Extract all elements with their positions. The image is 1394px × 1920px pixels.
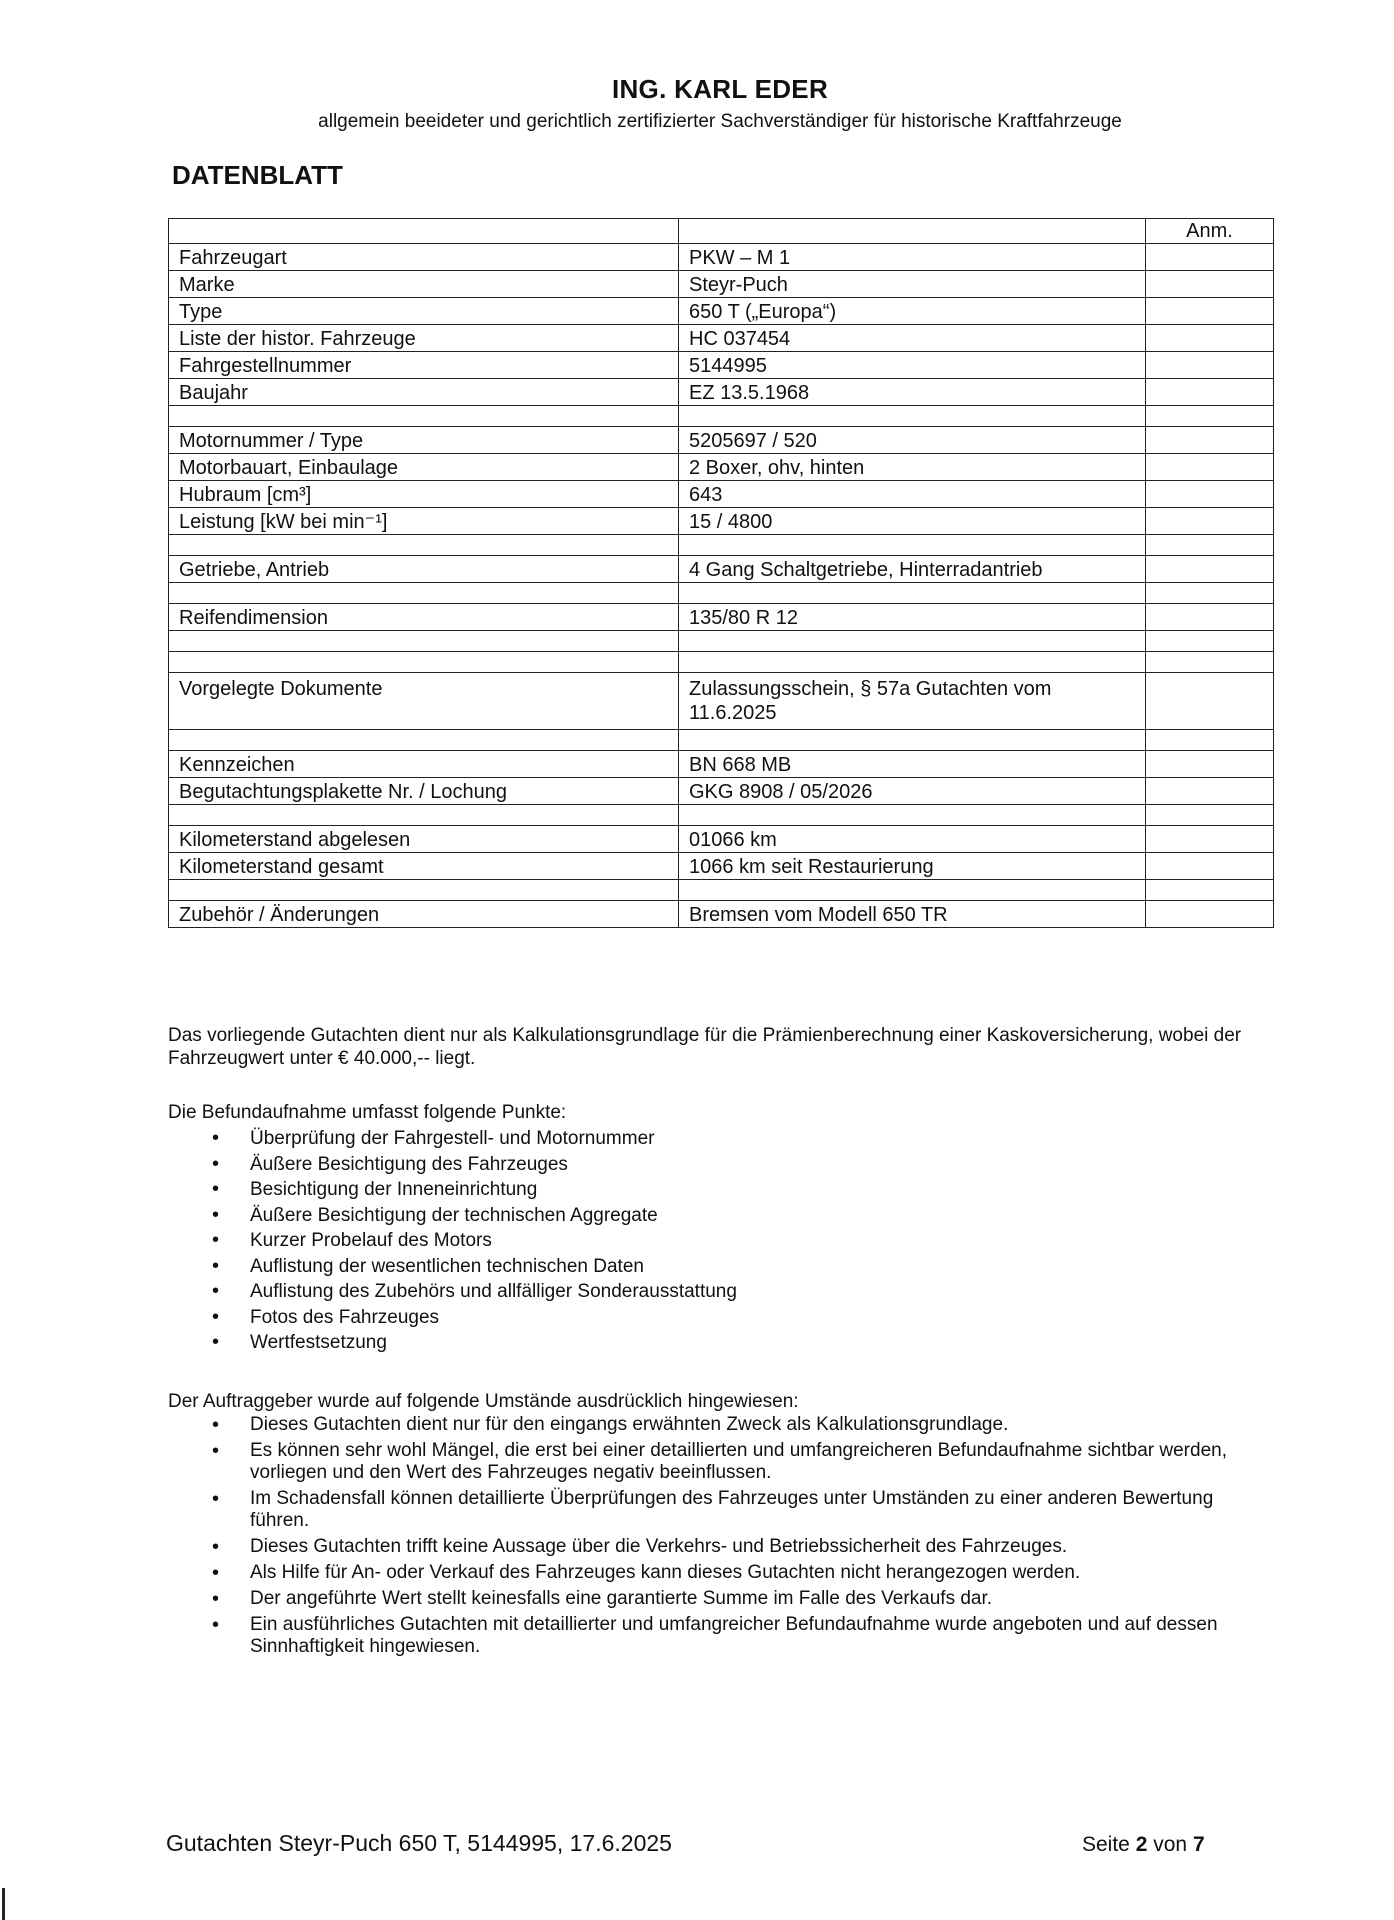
list-item: • Kurzer Probelauf des Motors bbox=[168, 1228, 1258, 1254]
row-label: Marke bbox=[169, 271, 679, 298]
row-label: Kennzeichen bbox=[169, 751, 679, 778]
table-row bbox=[169, 901, 1274, 928]
footer-reference: Gutachten Steyr-Puch 650 T, 5144995, 17.6.2025 bbox=[166, 1830, 672, 1856]
row-label: Baujahr bbox=[169, 379, 679, 406]
row-label: Vorgelegte Dokumente bbox=[169, 673, 679, 730]
row-label: Hubraum [cm³] bbox=[169, 481, 679, 508]
data-sheet-table bbox=[168, 218, 1274, 928]
spacer-row bbox=[169, 535, 1274, 556]
row-value: HC 037454 bbox=[679, 325, 1146, 352]
page-number bbox=[1082, 1833, 1205, 1857]
page-current: 2 bbox=[1135, 1833, 1148, 1856]
row-value: 4 Gang Schaltgetriebe, Hinterradantrieb bbox=[679, 556, 1146, 583]
table-row bbox=[169, 244, 1274, 271]
table-row bbox=[169, 481, 1274, 508]
row-value: Zulassungsschein, § 57a Gutachten vom 11.6.2025 bbox=[679, 673, 1146, 730]
row-value: 1066 km seit Restaurierung bbox=[679, 853, 1146, 880]
table-row bbox=[169, 673, 1274, 730]
table-row bbox=[169, 325, 1274, 352]
list-item: • Im Schadensfall können detaillierte Überprüfungen des Fahrzeuges unter Umständen zu einer anderen Bewertung führen. bbox=[168, 1488, 1258, 1532]
spacer-row bbox=[169, 652, 1274, 673]
spacer-row bbox=[169, 880, 1274, 901]
row-value: 5205697 / 520 bbox=[679, 427, 1146, 454]
anm-header: Anm. bbox=[1146, 219, 1274, 244]
table-row bbox=[169, 826, 1274, 853]
spacer-row bbox=[169, 583, 1274, 604]
row-label: Zubehör / Änderungen bbox=[169, 901, 679, 928]
row-label: Begutachtungsplakette Nr. / Lochung bbox=[169, 778, 679, 805]
row-value: 650 T („Europa“) bbox=[679, 298, 1146, 325]
row-value: 5144995 bbox=[679, 352, 1146, 379]
row-label: Fahrgestellnummer bbox=[169, 352, 679, 379]
spacer-row bbox=[169, 406, 1274, 427]
table-row bbox=[169, 379, 1274, 406]
row-label: Kilometerstand gesamt bbox=[169, 853, 679, 880]
notice-heading: Der Auftraggeber wurde auf folgende Umstände ausdrücklich hingewiesen: bbox=[168, 1391, 799, 1412]
list-item: • Äußere Besichtigung der technischen Aggregate bbox=[168, 1203, 1258, 1229]
row-label: Liste der histor. Fahrzeuge bbox=[169, 325, 679, 352]
row-value: 15 / 4800 bbox=[679, 508, 1146, 535]
row-label: Type bbox=[169, 298, 679, 325]
row-value: GKG 8908 / 05/2026 bbox=[679, 778, 1146, 805]
row-value: EZ 13.5.1968 bbox=[679, 379, 1146, 406]
spacer-row bbox=[169, 805, 1274, 826]
table-row bbox=[169, 778, 1274, 805]
row-label: Leistung [kW bei min⁻¹] bbox=[169, 508, 679, 535]
page-title: DATENBLATT bbox=[172, 160, 343, 190]
scan-edge-mark bbox=[2, 1888, 5, 1920]
inspection-list bbox=[168, 1126, 1258, 1356]
list-item: • Es können sehr wohl Mängel, die erst bei einer detaillierten und umfangreicheren Befundaufnahme sichtbar werden, vorliegen und den Wert des Fahrzeuges negativ beeinflussen. bbox=[168, 1440, 1258, 1484]
row-value: PKW – M 1 bbox=[679, 244, 1146, 271]
row-label: Kilometerstand abgelesen bbox=[169, 826, 679, 853]
page-prefix: Seite bbox=[1082, 1833, 1130, 1856]
row-label: Getriebe, Antrieb bbox=[169, 556, 679, 583]
list-item: • Auflistung des Zubehörs und allfälliger Sonderausstattung bbox=[168, 1279, 1258, 1305]
list-item: • Als Hilfe für An- oder Verkauf des Fahrzeuges kann dieses Gutachten nicht herangezogen werden. bbox=[168, 1562, 1258, 1584]
row-value: 643 bbox=[679, 481, 1146, 508]
row-value: 2 Boxer, ohv, hinten bbox=[679, 454, 1146, 481]
table-row bbox=[169, 454, 1274, 481]
table-row bbox=[169, 508, 1274, 535]
table-row bbox=[169, 853, 1274, 880]
table-row bbox=[169, 352, 1274, 379]
table-row bbox=[169, 298, 1274, 325]
spacer-row bbox=[169, 631, 1274, 652]
list-item: • Dieses Gutachten trifft keine Aussage über die Verkehrs- und Betriebssicherheit des Fahrzeuges. bbox=[168, 1536, 1258, 1558]
list-item: • Der angeführte Wert stellt keinesfalls eine garantierte Summe im Falle des Verkaufs dar. bbox=[168, 1588, 1258, 1610]
row-value: Bremsen vom Modell 650 TR bbox=[679, 901, 1146, 928]
expert-name: ING. KARL EDER bbox=[611, 74, 829, 104]
row-label: Motornummer / Type bbox=[169, 427, 679, 454]
row-value: Steyr-Puch bbox=[679, 271, 1146, 298]
notice-list bbox=[168, 1414, 1258, 1662]
table-row bbox=[169, 271, 1274, 298]
list-item: • Wertfestsetzung bbox=[168, 1330, 1258, 1356]
list-item: • Auflistung der wesentlichen technischen Daten bbox=[168, 1254, 1258, 1280]
row-label: Fahrzeugart bbox=[169, 244, 679, 271]
list-item: • Überprüfung der Fahrgestell- und Motornummer bbox=[168, 1126, 1258, 1152]
table-header-row bbox=[169, 219, 1274, 244]
intro-paragraph: Das vorliegende Gutachten dient nur als Kalkulationsgrundlage für die Prämienberechnung einer Kaskoversicherung, wobei der Fahrzeugwert unter € 40.000,-- liegt. bbox=[168, 1025, 1242, 1069]
inspection-heading: Die Befundaufnahme umfasst folgende Punkte: bbox=[168, 1102, 567, 1123]
row-label: Motorbauart, Einbaulage bbox=[169, 454, 679, 481]
row-label: Reifendimension bbox=[169, 604, 679, 631]
table-row bbox=[169, 427, 1274, 454]
table-row bbox=[169, 556, 1274, 583]
table-row bbox=[169, 751, 1274, 778]
spacer-row bbox=[169, 730, 1274, 751]
page-total: 7 bbox=[1192, 1833, 1205, 1856]
row-value: BN 668 MB bbox=[679, 751, 1146, 778]
row-value: 01066 km bbox=[679, 826, 1146, 853]
list-item: • Ein ausführliches Gutachten mit detaillierter und umfangreicher Befundaufnahme wurde angeboten und auf dessen Sinnhaftigkeit hingewiesen. bbox=[168, 1614, 1258, 1658]
row-value: 135/80 R 12 bbox=[679, 604, 1146, 631]
page-sep: von bbox=[1153, 1833, 1188, 1856]
list-item: • Besichtigung der Inneneinrichtung bbox=[168, 1177, 1258, 1203]
list-item: • Dieses Gutachten dient nur für den eingangs erwähnten Zweck als Kalkulationsgrundlage. bbox=[168, 1414, 1258, 1436]
table-row bbox=[169, 604, 1274, 631]
list-item: • Fotos des Fahrzeuges bbox=[168, 1305, 1258, 1331]
list-item: • Äußere Besichtigung des Fahrzeuges bbox=[168, 1152, 1258, 1178]
expert-subtitle: allgemein beeideter und gerichtlich zertifizierter Sachverständiger für historische Kraftfahrzeuge bbox=[318, 111, 1122, 132]
